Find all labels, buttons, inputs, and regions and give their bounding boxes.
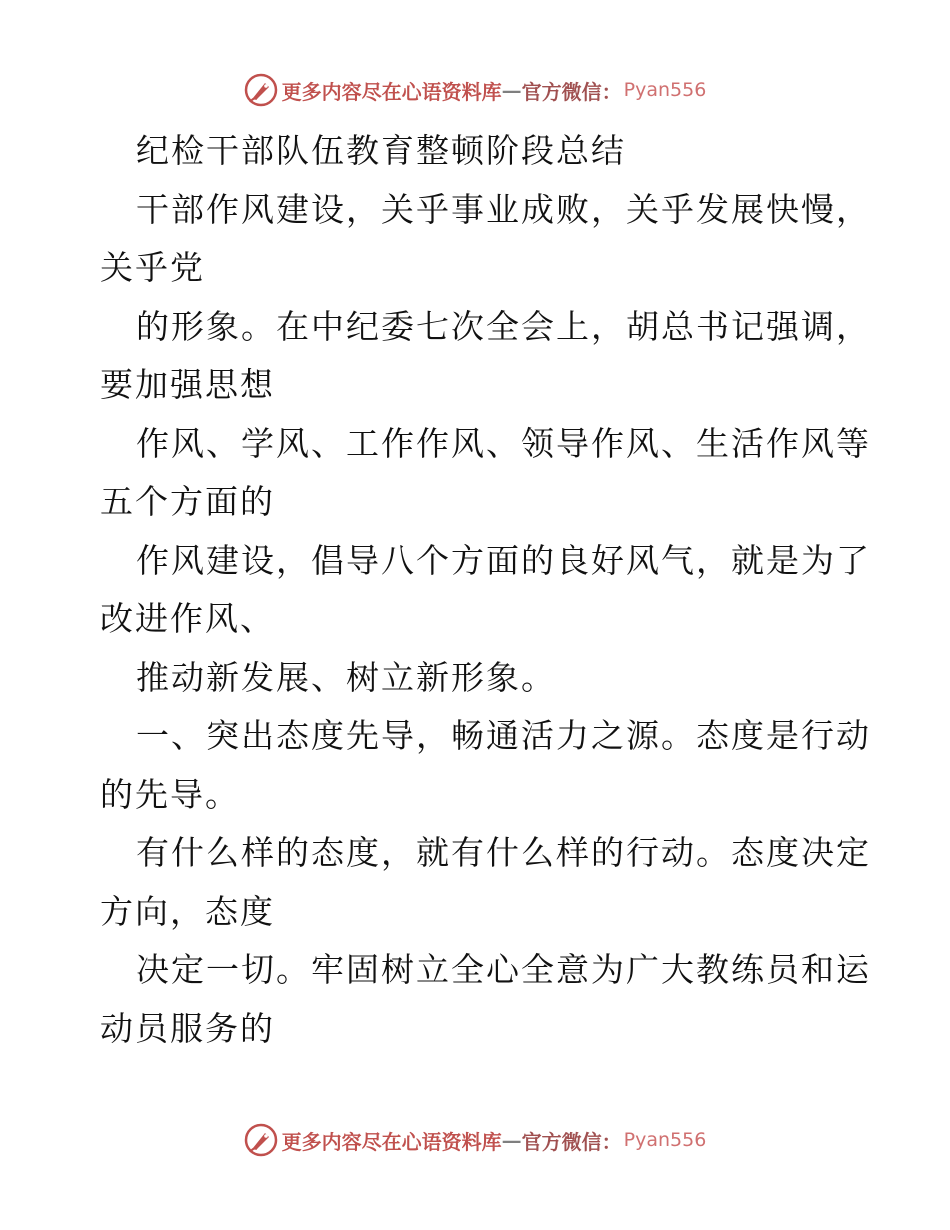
paragraph-line: 动员服务的 — [100, 1008, 275, 1048]
banner-separator: — — [501, 1128, 522, 1152]
paragraph-line: 改进作风、 — [100, 599, 275, 638]
document-title: 纪检干部队伍教育整顿阶段总结 — [136, 131, 626, 170]
paragraph-line: 作风建设，倡导八个方面的良好风气，就是为了 — [136, 540, 871, 580]
paragraph-line: 作风、学风、工作作风、领导作风、生活作风等 — [136, 423, 871, 463]
paragraph-line: 干部作风建设，关乎事业成败，关乎发展快慢， — [136, 189, 871, 229]
paragraph-line: 要加强思想 — [100, 365, 275, 404]
document-body — [100, 122, 871, 1058]
pen-nib-logo-icon — [244, 73, 278, 107]
paragraph-line: 的先导。 — [100, 774, 240, 814]
header-banner — [0, 70, 950, 110]
banner-title: 更多内容尽在心语资料库 — [281, 79, 502, 104]
paragraph-line: 一、突出态度先导，畅通活力之源。态度是行动 — [136, 716, 871, 755]
paragraph-line: 决定一切。牢固树立全心全意为广大教练员和运 — [136, 950, 871, 989]
footer-banner — [0, 1120, 950, 1160]
pen-nib-logo-icon — [244, 1123, 278, 1157]
paragraph-line: 方向，态度 — [100, 891, 275, 931]
paragraph-line: 推动新发展、树立新形象。 — [136, 657, 556, 697]
wechat-id: Pyan556 — [623, 79, 707, 101]
paragraph-line: 有什么样的态度，就有什么样的行动。态度决定 — [136, 833, 871, 872]
paragraph-line: 五个方面的 — [100, 482, 275, 521]
wechat-label: 官方微信： — [521, 79, 622, 104]
banner-title: 更多内容尽在心语资料库 — [281, 1129, 502, 1154]
paragraph-line: 关乎党 — [100, 248, 205, 287]
banner-separator: — — [501, 78, 522, 102]
paragraph-line: 的形象。在中纪委七次全会上，胡总书记强调， — [136, 306, 871, 346]
wechat-id: Pyan556 — [623, 1129, 707, 1151]
wechat-label: 官方微信： — [521, 1129, 622, 1154]
